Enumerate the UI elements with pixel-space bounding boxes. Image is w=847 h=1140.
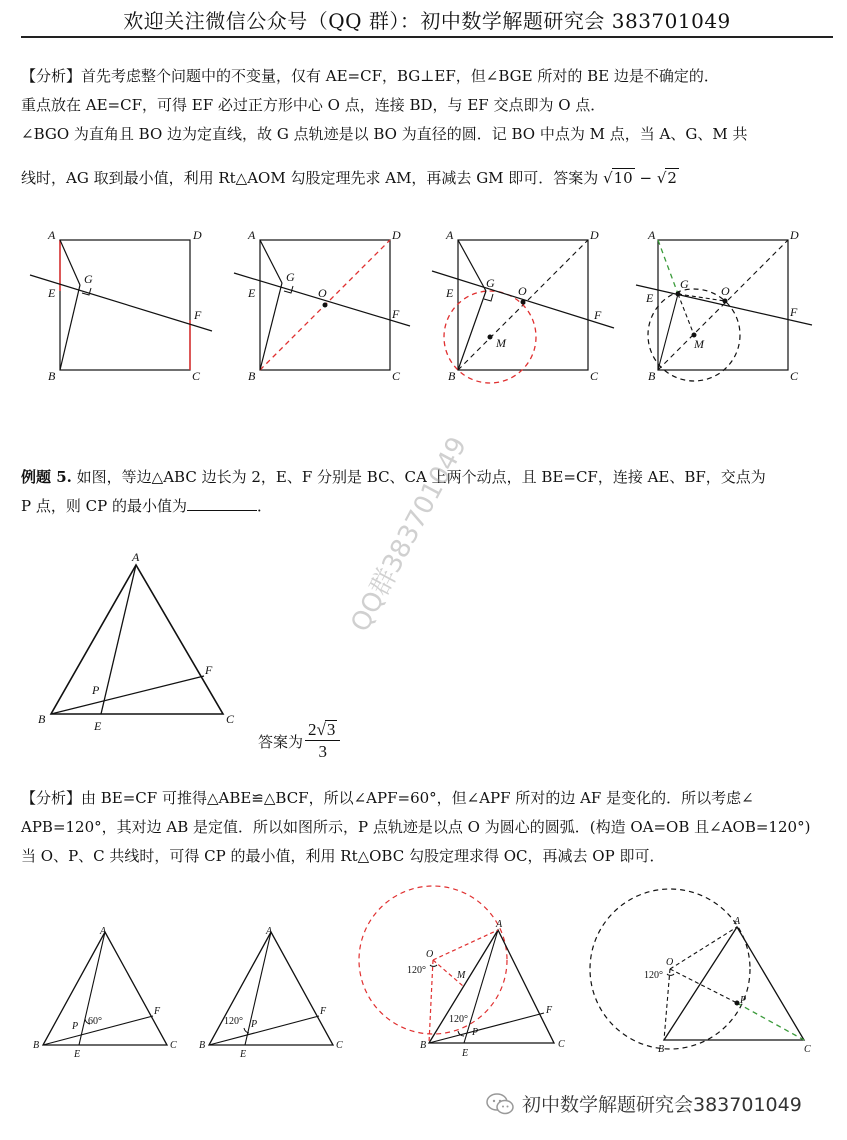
example5-answer [258, 720, 340, 763]
sq4-label-b: B [648, 369, 656, 383]
analysis1-line2: 重点放在 AE=CF，可得 EF 必过正方形中心 O 点，连接 BD，与 EF 交点即为 O 点． [21, 96, 606, 114]
sq4-label-d: D [790, 228, 799, 242]
sq1-label-d: D [193, 228, 202, 242]
answer1-radicand-b: 2 [667, 169, 677, 187]
sq3-label-e: E [446, 286, 454, 300]
wechat-icon [486, 1093, 514, 1115]
bt3-label-m: M [457, 970, 466, 981]
answer-blank [187, 494, 257, 511]
bt1-label-f: F [154, 1006, 161, 1017]
page-header: 欢迎关注微信公众号（QQ 群）：初中数学解题研究会 383701049 [21, 6, 833, 38]
sq1-label-e: E [48, 286, 56, 300]
square-figure-2 [220, 225, 430, 385]
sq1-label-f: F [194, 308, 202, 322]
tri-label-f: F [205, 663, 213, 677]
bt4-label-p: P [740, 995, 747, 1006]
watermark-text: QQ群383701049 [345, 432, 474, 637]
sq4-label-g: G [680, 277, 689, 291]
sq1-label-a: A [48, 228, 56, 242]
bt3-label-f: F [546, 1005, 553, 1016]
bt4-label-c: C [804, 1044, 811, 1055]
tri-label-c: C [226, 712, 235, 726]
bt4-label-120: 120° [644, 970, 663, 981]
bt2-label-e: E [240, 1049, 247, 1060]
sq3-label-o: O [518, 284, 527, 298]
answer-fraction: $\frac{2√3}{3}$ [305, 720, 340, 763]
analysis1-line4: 线时，AG 取到最小值，利用 Rt△AOM 勾股定理先求 AM，再减去 GM 即可．答案为 √10 − √2 [21, 169, 677, 187]
sq3-label-c: C [590, 369, 599, 383]
example5-text1: 如图，等边△ABC 边长为 2，E、F 分别是 BC、CA 上两个动点，且 BE=CF，连接 AE、BF，交点为 [71, 468, 766, 486]
bt3-label-e: E [462, 1048, 469, 1059]
sq4-label-f: F [790, 305, 798, 319]
analysis2-line1: 【分析】由 BE=CF 可推得△ABE≌△BCF，所以∠APF=60°，但∠APF 所对的边 AF 是变化的．所以考虑∠ [21, 789, 754, 807]
analysis2-line3: 当 O、P、C 共线时，可得 CP 的最小值，利用 Rt△OBC 勾股定理求得 OC，再减去 OP 即可． [21, 847, 665, 865]
sq4-label-c: C [790, 369, 799, 383]
analysis1-line3: ∠BGO 为直角且 BO 边为定直线，故 G 点轨迹是以 BO 为直径的圆．记 BO 中点为 M 点，当 A、G、M 共 [21, 125, 748, 143]
triangle-main [20, 548, 260, 738]
bt4-label-a: A [734, 916, 741, 927]
sq1-label-c: C [192, 369, 201, 383]
tri-label-e: E [94, 719, 102, 733]
answer-den: 3 [318, 742, 327, 761]
bt2-label-b: B [199, 1040, 206, 1051]
sq2-label-o: O [318, 286, 327, 300]
example5-text2: P 点，则 CP 的最小值为 [21, 497, 187, 515]
sq1-label-g: G [84, 272, 93, 286]
bt2-label-f: F [320, 1006, 327, 1017]
bt2-label-120: 120° [224, 1016, 243, 1027]
bt3-label-c: C [558, 1039, 565, 1050]
sq1-label-b: B [48, 369, 56, 383]
bt1-label-e: E [74, 1049, 81, 1060]
example5-text2-end: ． [256, 497, 272, 515]
bt2-label-p: P [251, 1019, 258, 1030]
sq4-label-a: A [648, 228, 656, 242]
sq3-label-d: D [590, 228, 599, 242]
bt2-label-a: A [266, 926, 273, 937]
sq2-label-a: A [248, 228, 256, 242]
sq2-label-e: E [248, 286, 256, 300]
footer-brand [486, 1090, 802, 1117]
bt3-label-120a: 120° [407, 965, 426, 976]
triangle-figure-4 [586, 880, 826, 1060]
footer-text: 初中数学解题研究会383701049 [522, 1094, 802, 1116]
sq3-label-a: A [446, 228, 454, 242]
bt1-label-c: C [170, 1040, 177, 1051]
sq2-label-d: D [392, 228, 401, 242]
analysis1-line4-text: 线时，AG 取到最小值，利用 Rt△AOM 勾股定理先求 AM，再减去 GM 即可．答案为 [21, 169, 604, 187]
square-figure-4 [618, 225, 828, 385]
bt1-label-p: P [72, 1021, 79, 1032]
bt3-label-a: A [496, 919, 503, 930]
example5-title: 例题 5. [21, 468, 72, 486]
analysis1-line1: 【分析】首先考虑整个问题中的不变量，仅有 AE=CF，BG⊥EF，但∠BGE 所对的 BE 边是不确定的． [21, 67, 719, 85]
sq2-label-f: F [392, 307, 400, 321]
answer-num-radicand: 3 [326, 720, 336, 739]
sq4-label-m: M [694, 337, 704, 351]
bt1-label-a: A [100, 926, 107, 937]
bt4-label-b: B [658, 1044, 665, 1055]
triangle-figure-3 [354, 885, 584, 1060]
square-figure-3 [418, 225, 628, 385]
bt3-label-b: B [420, 1040, 427, 1051]
square-figure-1 [20, 225, 230, 385]
tri-label-a: A [132, 550, 140, 564]
analysis2-line2: APB=120°，其对边 AB 是定值．所以如图所示，P 点轨迹是以点 O 为圆心的圆弧．(构造 OA=OB 且∠AOB=120°) [21, 818, 811, 836]
bt1-label-b: B [33, 1040, 40, 1051]
triangle-figure-1 [30, 920, 190, 1060]
bt3-label-120b: 120° [449, 1014, 468, 1025]
sq4-label-e: E [646, 291, 654, 305]
tri-label-b: B [38, 712, 46, 726]
sq2-label-c: C [392, 369, 401, 383]
sq2-label-b: B [248, 369, 256, 383]
sq3-label-m: M [496, 336, 506, 350]
bt2-label-c: C [336, 1040, 343, 1051]
sq3-label-b: B [448, 369, 456, 383]
tri-label-p: P [92, 683, 100, 697]
triangle-figure-2 [196, 920, 356, 1060]
sq4-label-o: O [721, 284, 730, 298]
answer-num-coef: 2 [308, 720, 317, 739]
sq2-label-g: G [286, 270, 295, 284]
answer-label: 答案为 [258, 733, 304, 751]
bt3-label-p: P [472, 1027, 479, 1038]
sq3-label-f: F [594, 308, 602, 322]
bt4-label-o: O [666, 957, 674, 968]
sq3-label-g: G [486, 276, 495, 290]
answer1-radicand-a: 10 [613, 169, 633, 187]
bt1-label-60: 60° [88, 1016, 102, 1027]
bt3-label-o: O [426, 949, 434, 960]
